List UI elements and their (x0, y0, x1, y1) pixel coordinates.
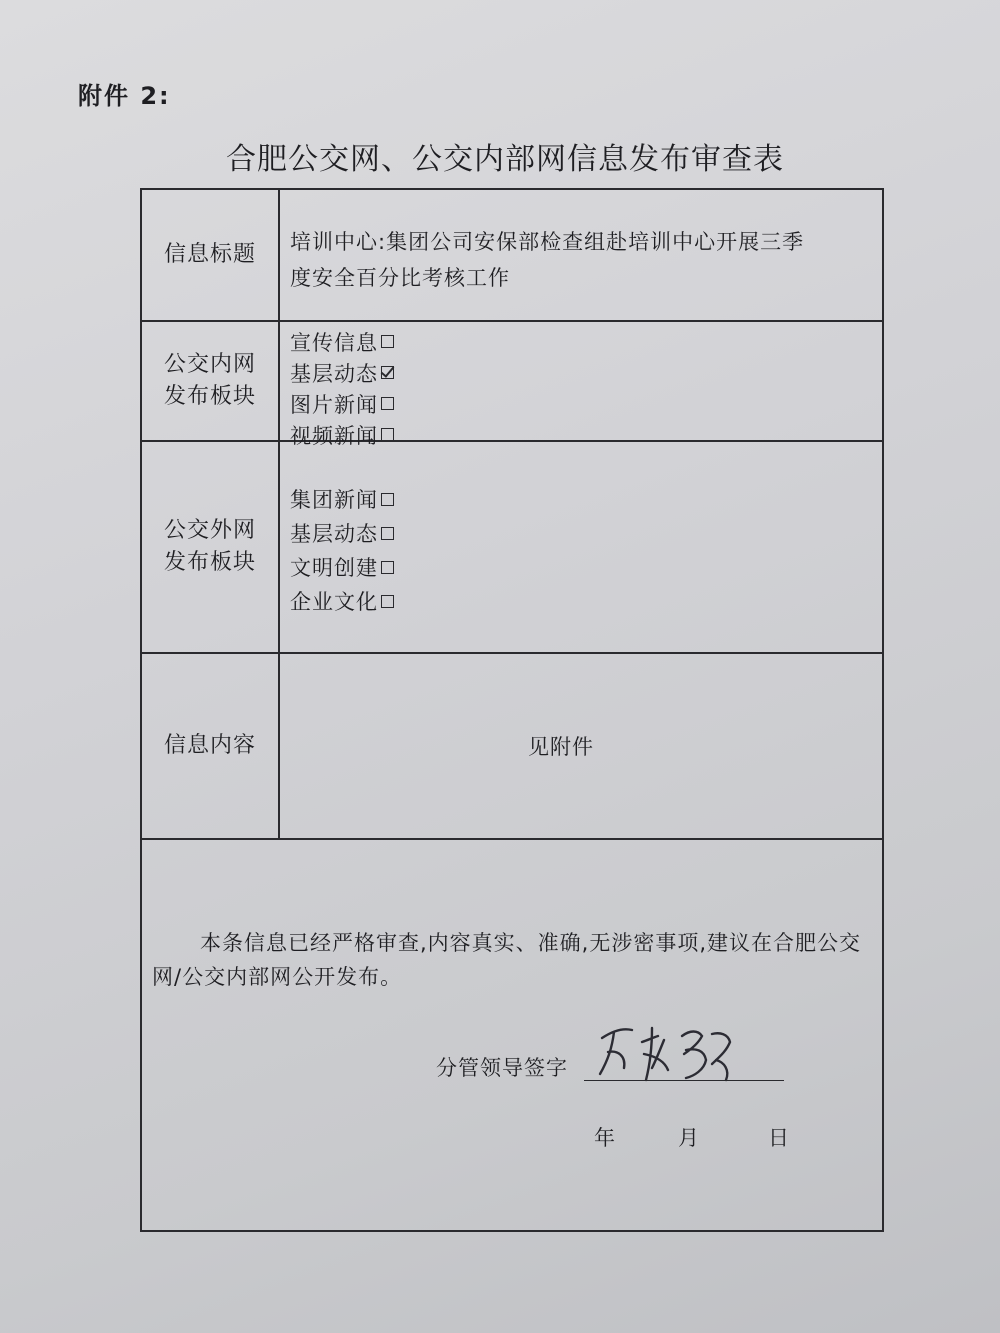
info-title-value (280, 190, 882, 320)
attachment-label: 附件 2: (78, 82, 171, 110)
content-row (142, 654, 882, 840)
checkbox[interactable] (381, 397, 394, 410)
public-net-option[interactable] (290, 482, 872, 516)
checkbox[interactable] (381, 527, 394, 540)
option-label: 基层动态 (290, 522, 378, 546)
option-label: 企业文化 (290, 590, 378, 614)
info-title-row (142, 190, 882, 322)
public-net-option[interactable] (290, 550, 872, 584)
content-value-cell (280, 654, 882, 838)
signature-line (584, 1080, 784, 1081)
declaration-text: 本条信息已经严格审查,内容真实、准确,无涉密事项,建议在合肥公交网/公交内部网公开发布。 (152, 931, 862, 989)
intranet-option[interactable] (290, 326, 872, 357)
intranet-label (142, 322, 280, 440)
option-label: 视频新闻 (290, 423, 378, 448)
checkbox[interactable] (381, 595, 394, 608)
date-month-label: 月 (678, 1126, 699, 1150)
checkbox-checked[interactable] (381, 366, 394, 379)
checkbox[interactable] (381, 428, 394, 441)
handwritten-signature (594, 1020, 744, 1084)
signature-label: 分管领导签字 (436, 1056, 568, 1080)
public-net-option[interactable] (290, 516, 872, 550)
date-year-label: 年 (594, 1126, 615, 1150)
option-label: 文明创建 (290, 556, 378, 580)
info-title-line1: 培训中心:集团公司安保部检查组赴培训中心开展三季 (290, 230, 805, 254)
info-title-line2: 度安全百分比考核工作 (290, 266, 510, 290)
intranet-options (280, 322, 882, 448)
intranet-label-line2: 发布板块 (163, 384, 256, 409)
content-label: 信息内容 (142, 654, 280, 838)
checkbox[interactable] (381, 335, 394, 348)
intranet-option[interactable] (290, 388, 872, 419)
review-form (140, 188, 884, 1232)
info-title-label: 信息标题 (142, 190, 280, 320)
checkbox[interactable] (381, 493, 394, 506)
public-net-option[interactable] (290, 584, 872, 618)
public-net-label-line2: 发布板块 (163, 550, 256, 575)
option-label: 基层动态 (290, 361, 378, 386)
date-day-label: 日 (768, 1126, 789, 1150)
option-label: 图片新闻 (290, 392, 378, 417)
public-net-options (280, 442, 882, 652)
checkbox[interactable] (381, 561, 394, 574)
public-net-row (142, 442, 882, 654)
content-value: 见附件 (528, 735, 594, 759)
option-label: 宣传信息 (290, 330, 378, 355)
option-label: 集团新闻 (290, 488, 378, 512)
public-net-label (142, 442, 280, 652)
intranet-row (142, 322, 882, 448)
intranet-option[interactable] (290, 357, 872, 388)
intranet-label-line1: 公交内网 (163, 352, 256, 377)
document-title: 合肥公交网、公交内部网信息发布审查表 (226, 142, 784, 177)
declaration-row (142, 840, 882, 1230)
public-net-label-line1: 公交外网 (163, 518, 256, 543)
